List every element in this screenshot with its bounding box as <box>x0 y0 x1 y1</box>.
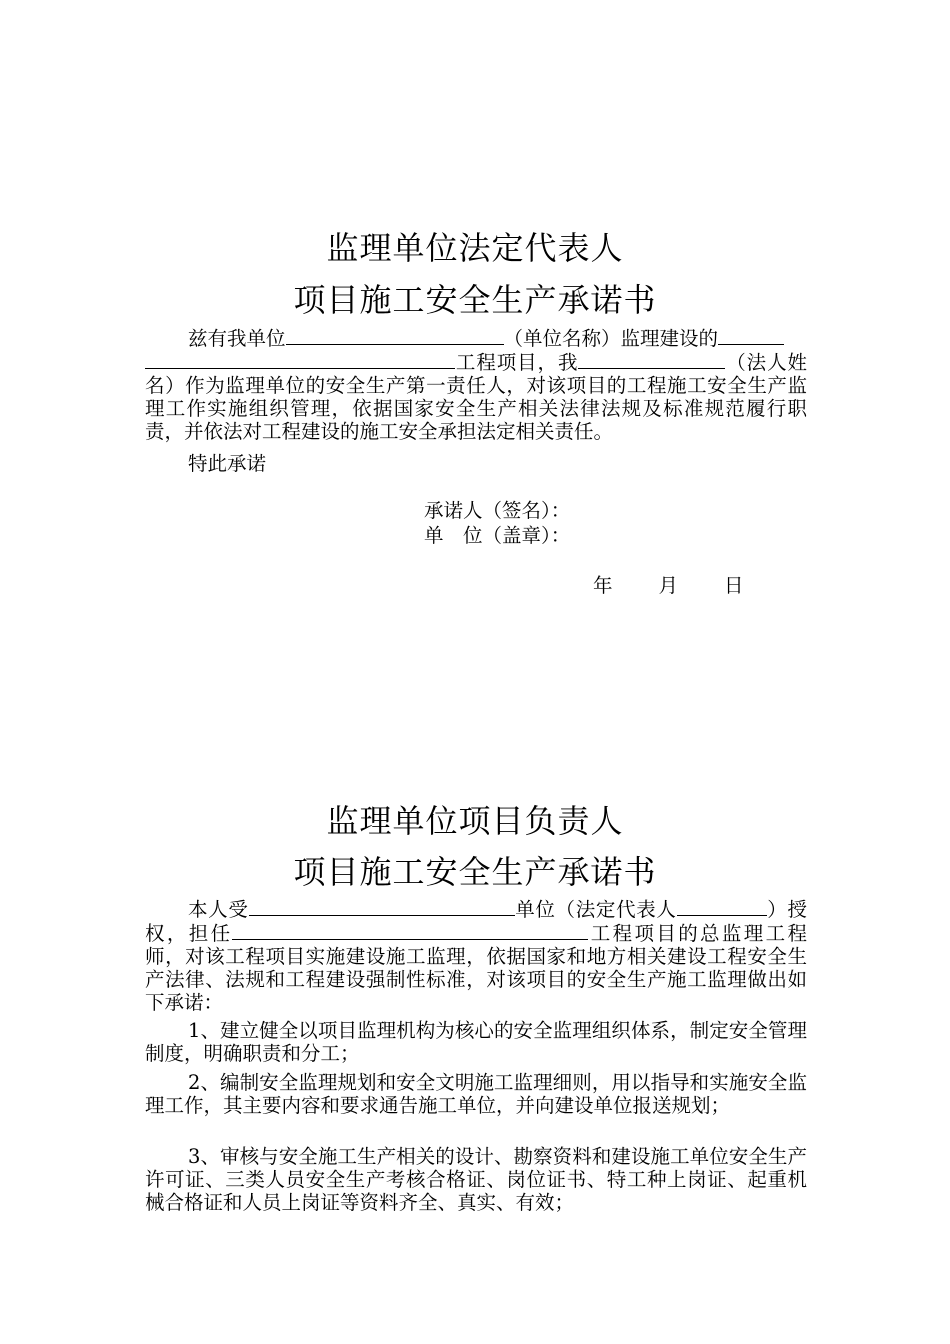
section2-text-c: ）授权，担任 <box>145 898 807 945</box>
section1-text-b: （单位名称）监理建设的 <box>503 327 719 350</box>
project-name-blank-2[interactable] <box>145 350 455 369</box>
unit-blank[interactable] <box>249 897 515 916</box>
section1-title-line1: 监理单位法定代表人 <box>326 229 624 267</box>
section2-item-2: 2、编制安全监理规划和安全文明施工监理细则，用以指导和实施安全监理工作，其主要内容和要求通告施工单位，并向建设单位报送规划； <box>145 1071 807 1117</box>
date-day-label: 日 <box>724 574 744 597</box>
legal-rep-name-blank[interactable] <box>578 350 725 369</box>
section2-item-1: 1、建立健全以项目监理机构为核心的安全监理组织体系，制定安全管理制度，明确职责和分工； <box>145 1019 807 1065</box>
section2-text-d: 工程项目的总监理工程师，对该工程项目实施建设施工监理，依据国家和地方相关建设工程安全生产法律、法规和工程建设强制性标准，对该项目的安全生产施工监理做出如下承诺： <box>145 922 807 1014</box>
section1-text-a: 兹有我单位 <box>188 327 286 350</box>
section1-closing: 特此承诺 <box>188 452 267 475</box>
section1-pledge-paragraph <box>145 326 807 443</box>
legal-rep-blank[interactable] <box>677 897 767 916</box>
signer-signature-label: 承诺人（签名）： <box>424 499 571 522</box>
section2-text-b: 单位（法定代表人 <box>514 898 677 921</box>
section2-title-line1: 监理单位项目负责人 <box>326 802 624 840</box>
section1-text-d: （法人姓名）作为监理单位的安全生产第一责任人，对该项目的工程施工安全生产监理工作实施组织管理，依据国家安全生产相关法律法规及标准规范履行职责，并依法对工程建设的施工安全承担法定相关责任。 <box>145 351 807 443</box>
project-blank[interactable] <box>232 921 588 940</box>
section2-pledge-paragraph <box>145 897 807 1014</box>
section2-text-a: 本人受 <box>188 898 249 921</box>
project-name-blank-1[interactable] <box>718 326 784 345</box>
section1-text-c: 工程项目，我 <box>455 351 579 374</box>
date-year-label: 年 <box>593 574 613 597</box>
section2-item-3: 3、审核与安全施工生产相关的设计、勘察资料和建设施工单位安全生产许可证、三类人员安全生产考核合格证、岗位证书、特工种上岗证、起重机械合格证和人员上岗证等资料齐全、真实、有效； <box>145 1145 807 1214</box>
section1-title-line2: 项目施工安全生产承诺书 <box>293 281 657 319</box>
section2-title-line2: 项目施工安全生产承诺书 <box>293 853 657 891</box>
date-line <box>593 574 744 597</box>
date-month-label: 月 <box>658 574 679 597</box>
unit-name-blank[interactable] <box>286 326 504 345</box>
unit-seal-label: 单 位（盖章）： <box>424 524 571 547</box>
